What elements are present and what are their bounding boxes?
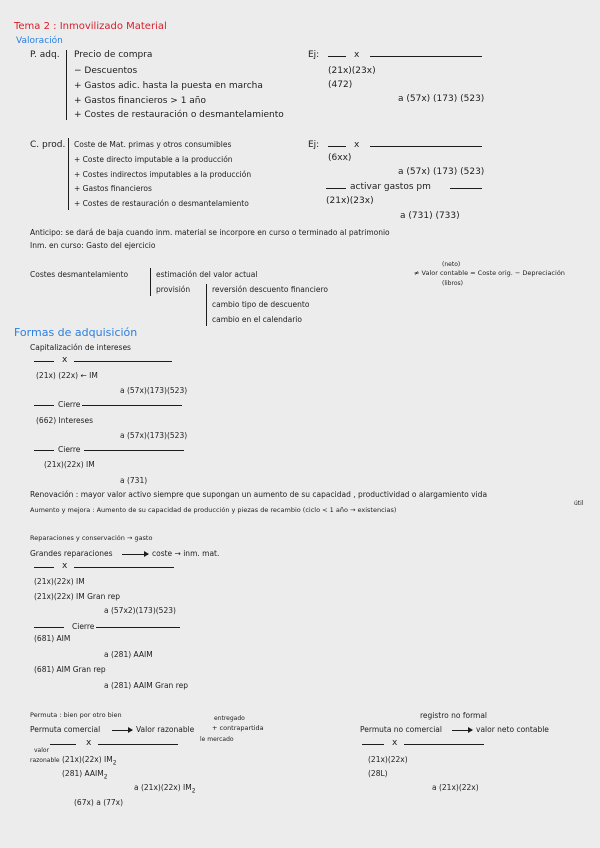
journal-line bbox=[82, 405, 182, 406]
rep-entry: (681) AIM Gran rep bbox=[34, 665, 106, 674]
ej1-entry: (472) bbox=[328, 80, 353, 90]
ej2-credit: a (731) (733) bbox=[400, 211, 460, 221]
page-title: Tema 2 : Inmovilizado Material bbox=[14, 21, 167, 32]
journal-line bbox=[50, 744, 76, 745]
neto-note: (neto) bbox=[442, 261, 461, 268]
rep-entry: (21x)(22x) IM Gran rep bbox=[34, 592, 121, 601]
contrapartida-note: + contrapartida bbox=[212, 724, 264, 732]
valor-neto-label: valor neto contable bbox=[476, 725, 549, 734]
provision-brace bbox=[206, 284, 207, 326]
permuta-credit: a (21x)(22x) $IM_2$ bbox=[134, 783, 196, 795]
razonable-note: razonable bbox=[30, 757, 60, 764]
grandes-rep-label: Grandes reparaciones bbox=[30, 549, 113, 558]
rep-entry: (681) AIM bbox=[34, 634, 71, 643]
journal-line bbox=[96, 627, 180, 628]
entregado-note: entregado bbox=[214, 715, 245, 722]
rep-x: x bbox=[62, 561, 68, 571]
permuta-nc-entry: (21x)(22x) bbox=[368, 755, 408, 764]
provision-item: reversión descuento financiero bbox=[212, 285, 328, 294]
permuta-comercial-label: Permuta comercial bbox=[30, 725, 101, 734]
ej2-x: x bbox=[354, 140, 360, 150]
costes-desm-brace bbox=[150, 268, 151, 296]
ej2-entry: (6xx) bbox=[328, 153, 352, 163]
journal-line bbox=[74, 567, 174, 568]
section-heading-formas: Formas de adquisición bbox=[14, 326, 138, 339]
permuta-def: Permuta : bien por otro bien bbox=[30, 711, 122, 719]
journal-line bbox=[370, 56, 482, 57]
mercado-note: le mercado bbox=[200, 736, 234, 743]
journal-line bbox=[404, 744, 484, 745]
ej1-x: x bbox=[354, 50, 360, 60]
padq-label: P. adq. bbox=[30, 50, 60, 60]
ej1-label: Ej: bbox=[308, 50, 320, 60]
journal-line bbox=[84, 450, 184, 451]
inm-curso-note: Inm. en curso: Gasto del ejercicio bbox=[30, 241, 156, 250]
anticipo-note: Anticipo: se dará de baja cuando inm. material se incorpore en curso o terminado al patrimonio bbox=[30, 228, 390, 237]
provision-item: cambio en el calendario bbox=[212, 315, 302, 324]
cap-credit: a (731) bbox=[120, 476, 148, 485]
arrow-icon bbox=[122, 554, 148, 555]
valor-note: valor bbox=[34, 747, 50, 754]
arrow-icon bbox=[452, 730, 472, 731]
cap-x: x bbox=[62, 355, 68, 365]
cap-entry: (662) Intereses bbox=[36, 416, 94, 425]
section-heading-valoracion: Valoración bbox=[16, 36, 63, 46]
libros-note: (libros) bbox=[442, 280, 463, 287]
provision-item: cambio tipo de descuento bbox=[212, 300, 310, 309]
permuta-entry: (21x)(22x) $IM_2$ bbox=[62, 755, 117, 767]
rep-credit: a (281) AAIM bbox=[104, 650, 153, 659]
padq-item: + Gastos financieros > 1 año bbox=[74, 96, 207, 106]
cap-cierre: Cierre bbox=[58, 400, 81, 409]
journal-line bbox=[34, 361, 54, 362]
padq-brace bbox=[66, 50, 67, 120]
ej2-activar: activar gastos pm bbox=[350, 182, 431, 192]
rep-credit: a (281) AAIM Gran rep bbox=[104, 681, 188, 690]
journal-line bbox=[98, 744, 178, 745]
cap-credit: a (57x)(173)(523) bbox=[120, 431, 188, 440]
padq-item: Precio de compra bbox=[74, 50, 153, 60]
aumento-note: Aumento y mejora : Aumento de su capacidad de producción y piezas de recambio (ciclo < 1 año → existencias) bbox=[30, 506, 397, 514]
arrow-icon bbox=[112, 730, 132, 731]
capitalizacion-label: Capitalización de intereses bbox=[30, 343, 131, 352]
rep-credit: a (57x2)(173)(523) bbox=[104, 606, 176, 615]
journal-line bbox=[34, 627, 64, 628]
permuta-nc-x: x bbox=[392, 738, 398, 748]
cprod-item: Coste de Mat. primas y otros consumibles bbox=[74, 140, 232, 149]
padq-item: + Gastos adic. hasta la puesta en marcha bbox=[74, 81, 263, 91]
provision-label: provisión bbox=[156, 285, 191, 294]
ej1-entry: (21x)(23x) bbox=[328, 66, 376, 76]
renovacion-note: Renovación : mayor valor activo siempre que supongan un aumento de su capacidad , productividad o alargamiento vida bbox=[30, 490, 488, 499]
journal-line bbox=[370, 146, 482, 147]
permuta-nc-entry: (28L) bbox=[368, 769, 388, 778]
valor-razonable-label: Valor razonable bbox=[136, 725, 195, 734]
rep-cierre: Cierre bbox=[72, 622, 95, 631]
reparaciones-note: Reparaciones y conservación → gasto bbox=[30, 534, 153, 542]
permuta-no-comercial-label: Permuta no comercial bbox=[360, 725, 442, 734]
cap-cierre: Cierre bbox=[58, 445, 81, 454]
cprod-item: + Gastos financieros bbox=[74, 184, 152, 193]
cap-entry: (21x) (22x) ← IM bbox=[36, 371, 98, 380]
permuta-nc-credit: a (21x)(22x) bbox=[432, 783, 479, 792]
permuta-x: x bbox=[86, 738, 92, 748]
cprod-label: C. prod. bbox=[30, 140, 66, 150]
registro-note: registro no formal bbox=[420, 711, 488, 720]
coste-inm-label: coste → inm. mat. bbox=[152, 549, 220, 558]
padq-item: − Descuentos bbox=[74, 66, 138, 76]
cprod-item: + Costes de restauración o desmantelamiento bbox=[74, 199, 249, 208]
cprod-item: + Coste directo imputable a la producción bbox=[74, 155, 233, 164]
journal-line bbox=[450, 188, 482, 189]
journal-line bbox=[362, 744, 384, 745]
journal-line bbox=[74, 361, 172, 362]
journal-line bbox=[328, 56, 346, 57]
estimacion-label: estimación del valor actual bbox=[156, 270, 258, 279]
journal-line bbox=[326, 188, 346, 189]
ej1-credit: a (57x) (173) (523) bbox=[398, 94, 485, 104]
renovacion-util: útil bbox=[574, 500, 584, 507]
ej2-label: Ej: bbox=[308, 140, 320, 150]
padq-item: + Costes de restauración o desmantelamiento bbox=[74, 110, 284, 120]
ej2-credit: a (57x) (173) (523) bbox=[398, 167, 485, 177]
permuta-entry: (281) $AAIM_2$ bbox=[62, 769, 108, 781]
cap-entry: (21x)(22x) IM bbox=[44, 460, 95, 469]
cprod-brace bbox=[68, 138, 69, 210]
valor-contable: ≠ Valor contable = Coste orig. − Depreciación bbox=[414, 269, 565, 277]
journal-line bbox=[34, 567, 54, 568]
journal-line bbox=[34, 450, 54, 451]
journal-line bbox=[34, 405, 54, 406]
rep-entry: (21x)(22x) IM bbox=[34, 577, 85, 586]
permuta-entry: (67x) a (77x) bbox=[74, 798, 124, 807]
cap-credit: a (57x)(173)(523) bbox=[120, 386, 188, 395]
costes-desm-label: Costes desmantelamiento bbox=[30, 270, 129, 279]
cprod-item: + Costes indirectos imputables a la producción bbox=[74, 170, 252, 179]
ej2-entry: (21x)(23x) bbox=[326, 196, 374, 206]
journal-line bbox=[328, 146, 346, 147]
